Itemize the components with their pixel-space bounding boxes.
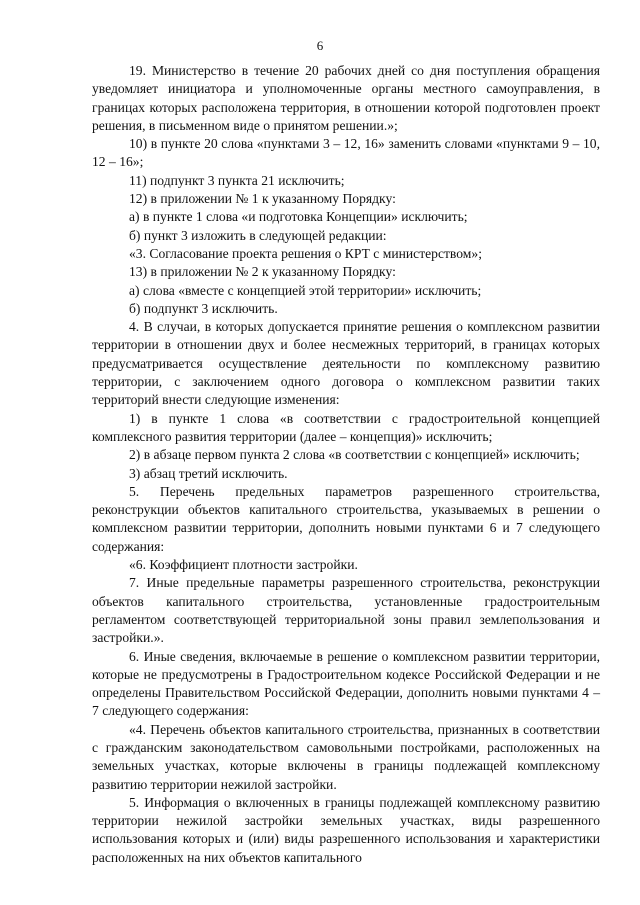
paragraph: 5. Информация о включенных в границы подлежащей комплексному развитию территории нежилой застройки земельных участках, виды разрешенного использования которых и (или) виды разрешенного использования и характеристики расположенных на них объектов капитального <box>92 794 600 865</box>
paragraph: «6. Коэффициент плотности застройки. <box>129 557 358 573</box>
paragraph: 13) в приложении № 2 к указанному Порядку: <box>129 264 396 280</box>
paragraph: 19. Министерство в течение 20 рабочих дней со дня поступления обращения уведомляет инициатора и уполномоченные органы местного самоуправления, в границах которых расположена территория, в отношении которой подготовлен проект решения, в письменном виде о принятом решении.»; <box>92 63 600 133</box>
paragraph: 5. Перечень предельных параметров разрешенного строительства, реконструкции объектов капитального строительства, указываемых в решении о комплексном развитии территории, дополнить новыми пунктами 6 и 7 следующего содержания: <box>92 483 600 554</box>
paragraph: а) слова «вместе с концепцией этой территории» исключить; <box>129 282 482 298</box>
paragraph: а) в пункте 1 слова «и подготовка Концепции» исключить; <box>129 209 468 225</box>
page-number: 6 <box>316 38 324 53</box>
paragraph: б) пункт 3 изложить в следующей редакции: <box>129 227 387 243</box>
paragraph: б) подпункт 3 исключить. <box>129 300 278 316</box>
document-body <box>92 62 600 867</box>
paragraph: «3. Согласование проекта решения о КРТ с министерством»; <box>129 245 482 261</box>
paragraph: 10) в пункте 20 слова «пунктами 3 – 12, 16» заменить словами «пунктами 9 – 10, 12 – 16»; <box>92 136 600 170</box>
paragraph: 7. Иные предельные параметры разрешенного строительства, реконструкции объектов капитального строительства, установленные градостроительным регламентом соответствующей территориальной зоны правил землепользования и застройки.». <box>92 575 600 646</box>
paragraph: 1) в пункте 1 слова «в соответствии с градостроительной концепцией комплексного развития территории (далее – концепция)» исключить; <box>92 410 600 444</box>
paragraph: 11) подпункт 3 пункта 21 исключить; <box>129 172 345 188</box>
paragraph: 4. В случаи, в которых допускается принятие решения о комплексном развитии территории в отношении двух и более несмежных территорий, в границах которых предусматривается осуществление деятельности по комплексному развитию территории, с заключением одного договора о комплексном развитии таких территорий внести следующие изменения: <box>92 319 600 408</box>
paragraph: 6. Иные сведения, включаемые в решение о комплексном развитии территории, которые не предусмотрены в Градостроительном кодексе Российской Федерации и не определены Правительством Российской Федерации, дополнить новыми пунктами 4 – 7 следующего содержания: <box>92 648 600 719</box>
paragraph: 3) абзац третий исключить. <box>129 465 288 481</box>
paragraph: «4. Перечень объектов капитального строительства, признанных в соответствии с гражданским законодательством самовольными постройками, расположенных на земельных участках, которые включены в границы подлежащей комплексному развитию территории нежилой застройки. <box>92 721 600 792</box>
paragraph: 2) в абзаце первом пункта 2 слова «в соответствии с концепцией» исключить; <box>129 447 580 463</box>
paragraph: 12) в приложении № 1 к указанному Порядку: <box>129 191 396 207</box>
